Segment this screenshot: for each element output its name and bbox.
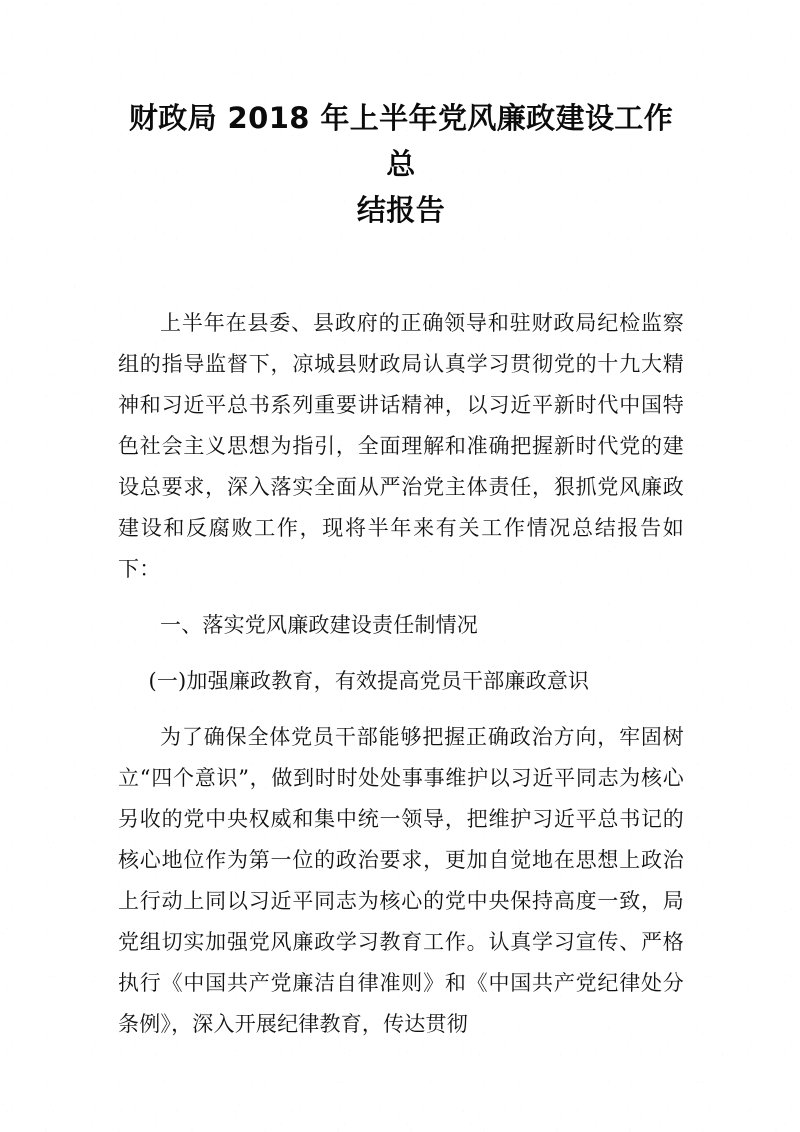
body-paragraph-1: 为了确保全体党员干部能够把握正确政治方向，牢固树立“四个意识”，做到时时处处事事维护以习近平同志为核心另收的党中央权威和集中统一领导，把维护习近平总书记的核心地位作为第一位的政治要求，更加自觉地在思想上政治上行动上同以习近平同志为核心的党中央保持高度一致，局党组切实加强党风廉政学习教育工作。认真学习宣传、严格执行《中国共产党廉洁自律准则》和《中国共产党纪律处分条例》，深入开展纪律教育，传达贯彻 [118, 725, 684, 1036]
opening-paragraph: 上半年在县委、县政府的正确领导和驻财政局纪检监察组的指导监督下，凉城县财政局认真学习贯彻党的十九大精神和习近平总书系列重要讲话精神，以习近平新时代中国特色社会主义思想为指引，全面理解和准确把握新时代党的建设总要求，深入落实全面从严治党主体责任，狠抓党风廉政建设和反腐败工作，现将半年来有关工作情况总结报告如下： [118, 311, 684, 581]
section-heading-1: 一、落实党风廉政建设责任制情况 [160, 613, 478, 637]
document-title [118, 0, 684, 233]
document-text-column [118, 0, 684, 1045]
document-title-line-1: 财政局 2018 年上半年党风廉政建设工作总 [128, 101, 674, 181]
subsection-heading-1-1: (一)加强廉政教育，有效提高党员干部廉政意识 [148, 669, 590, 693]
document-title-line-2: 结报告 [356, 193, 446, 227]
